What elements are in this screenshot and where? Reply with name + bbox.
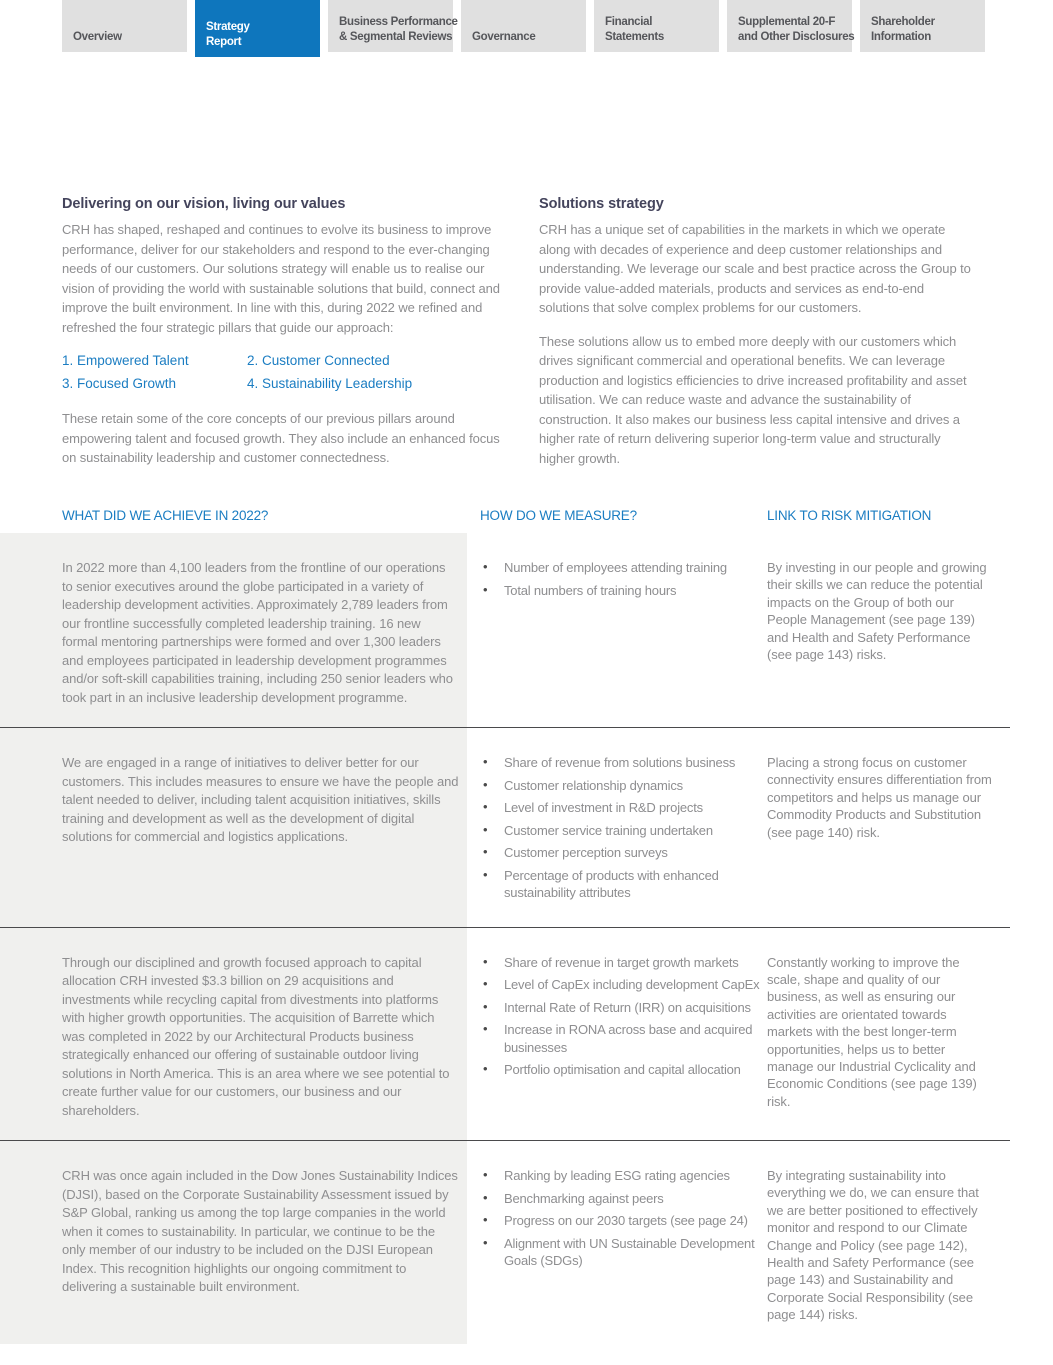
column-header-measures: HOW DO WE MEASURE? bbox=[480, 508, 637, 523]
tab-supplemental-20f[interactable] bbox=[727, 0, 855, 52]
tab-label: Information bbox=[871, 30, 931, 43]
tab-business-performance[interactable] bbox=[328, 0, 458, 52]
measure-item: • Benchmarking against peers bbox=[480, 1190, 767, 1208]
intro-left-column bbox=[62, 196, 539, 482]
pillar-customer-connected: 2. Customer Connected bbox=[247, 353, 390, 368]
measure-item: • Customer relationship dynamics bbox=[480, 777, 767, 795]
measures-list bbox=[480, 1167, 767, 1270]
achievement-cell: CRH was once again included in the Dow Jones Sustainability Indices (DJSI), based on the Corporate Sustainability Assessment issued by S&P Global, ranking us among the top large companies in the world when it comes to sustainability. In particular, we continue to be the only member of our industry to be included on the DJSI European Index. This recognition highlights our ongoing commitment to delivering a sustainable built environment. bbox=[0, 1141, 467, 1344]
tab-financial-statements[interactable] bbox=[594, 0, 719, 52]
measure-item: • Number of employees attending training bbox=[480, 559, 767, 577]
measures-cell bbox=[467, 728, 767, 927]
column-header-risk: LINK TO RISK MITIGATION bbox=[767, 508, 932, 523]
strategic-pillars-list bbox=[62, 351, 539, 393]
tab-label: and Other Disclosures bbox=[738, 30, 855, 43]
measure-item: • Level of investment in R&D projects bbox=[480, 799, 767, 817]
tab-label: Report bbox=[206, 35, 242, 48]
measure-item: • Percentage of products with enhanced sustainability attributes bbox=[480, 867, 767, 902]
measure-item: • Ranking by leading ESG rating agencies bbox=[480, 1167, 767, 1185]
tab-label: Shareholder bbox=[871, 16, 935, 28]
column-header-achievements: WHAT DID WE ACHIEVE IN 2022? bbox=[62, 508, 269, 523]
measure-item: • Share of revenue in target growth markets bbox=[480, 954, 767, 972]
achievement-cell: In 2022 more than 4,100 leaders from the frontline of our operations to senior executives around the globe participated in a variety of leadership development activities. Approximately 2,789 leaders from our frontline successfully completed leadership training. 16 new formal mentoring partnerships were formed and over 1,300 leaders and employees participated in leadership development programmes and/or soft-skill capabilities training, including 250 senior leaders who took part in an inclusive leadership development programme. bbox=[0, 533, 467, 727]
vision-heading: Delivering on our vision, living our values bbox=[62, 196, 346, 212]
measure-item: • Increase in RONA across base and acquired businesses bbox=[480, 1021, 767, 1056]
measure-item: • Internal Rate of Return (IRR) on acquisitions bbox=[480, 999, 767, 1017]
table-row bbox=[0, 533, 1010, 727]
tab-label: Business Performance bbox=[339, 16, 458, 28]
measure-item: • Customer perception surveys bbox=[480, 844, 767, 862]
risk-cell: Constantly working to improve the scale, shape and quality of our business, as well as ensuring our activities are orientated towards markets with the best longer-term opportunities, helps us to better manage our Industrial Cyclicality and Economic Conditions (see page 139) risk. bbox=[767, 954, 977, 1109]
table-row bbox=[0, 727, 1010, 927]
achievement-cell: Through our disciplined and growth focused approach to capital allocation CRH invested $3.3 billion on 29 acquisitions and investments while recycling capital from divestments into platforms with higher growth opportunities. The acquisition of Barrette which was completed in 2022 by our Architectural Products business strategically enhanced our offering of sustainable outdoor living solutions in North America. This is an area where we see potential to create further value for our customers, our business and our shareholders. bbox=[0, 928, 467, 1141]
measures-list bbox=[480, 559, 767, 599]
intro-section bbox=[62, 196, 976, 482]
tab-governance[interactable] bbox=[461, 0, 586, 52]
tab-overview[interactable] bbox=[62, 0, 187, 52]
vision-paragraph-1: CRH has shaped, reshaped and continues to evolve its business to improve performance, deliver for our stakeholders and respond to the ever-changing needs of our customers. Our solutions strategy will enable us to realise our vision of providing the world with sustainable solutions that build, connect and improve the built environment. In line with this, during 2022 we refined and refreshed the four strategic pillars that guide our approach: bbox=[62, 222, 500, 335]
measures-cell bbox=[467, 1141, 767, 1344]
tab-label: Strategy bbox=[206, 21, 250, 33]
measure-item: • Alignment with UN Sustainable Development Goals (SDGs) bbox=[480, 1235, 767, 1270]
tab-label: Overview bbox=[73, 30, 122, 43]
table-row bbox=[0, 1140, 1010, 1344]
achievements-table bbox=[0, 509, 1010, 1344]
intro-right-column bbox=[539, 196, 976, 482]
tab-label: Supplemental 20-F bbox=[738, 16, 836, 28]
risk-cell: By integrating sustainability into everything we do, we can ensure that we are better positioned to effectively monitor and respond to our Climate Change and Policy (see page 142), Health and Safety Performance (see page 143) and Sustainability and Corporate Social Responsibility (see page 144) risks. bbox=[767, 1168, 979, 1323]
solutions-paragraph-2: These solutions allow us to embed more deeply with our customers which drives significant commercial and operational benefits. We can leverage production and logistics efficiencies to drive increased profitability and asset utilisation. We can reduce waste and advance the sustainability of construction. It also makes our business less capital intensive and drives a higher rate of return delivering superior long-term value and structurally higher growth. bbox=[539, 333, 967, 466]
risk-cell: By investing in our people and growing their skills we can reduce the potential impacts on the Group of both our People Management (see page 139) and Health and Safety Performance (see page 143) risks. bbox=[767, 560, 987, 663]
risk-cell: Placing a strong focus on customer connectivity ensures differentiation from competitors and helps us manage our Commodity Products and Substitution (see page 140) risk. bbox=[767, 755, 992, 840]
table-header-row bbox=[0, 509, 1010, 533]
tab-label: Statements bbox=[605, 30, 664, 43]
measures-cell bbox=[467, 533, 767, 727]
measure-item: • Customer service training undertaken bbox=[480, 822, 767, 840]
measure-item: • Share of revenue from solutions business bbox=[480, 754, 767, 772]
measure-item: • Total numbers of training hours bbox=[480, 582, 767, 600]
measures-cell bbox=[467, 928, 767, 1141]
tab-label: Financial bbox=[605, 16, 653, 28]
pillar-focused-growth: 3. Focused Growth bbox=[62, 376, 177, 391]
solutions-heading: Solutions strategy bbox=[539, 196, 664, 212]
solutions-paragraph-1: CRH has a unique set of capabilities in the markets in which we operate along with decades of experience and deep customer relationships and understanding. We leverage our scale and best practice across the Group to provide value-added materials, products and services as end-to-end solutions that solve complex problems for our customers. bbox=[539, 222, 971, 315]
measures-list bbox=[480, 754, 767, 902]
achievement-cell: We are engaged in a range of initiatives to deliver better for our customers. This includes measures to ensure we have the people and talent needed to deliver, including talent acquisition initiatives, skills training and development as well as the development of digital solutions for commercial and logistics applications. bbox=[0, 728, 467, 927]
tab-label: Governance bbox=[472, 30, 536, 43]
pillar-empowered-talent: 1. Empowered Talent bbox=[62, 353, 189, 368]
measure-item: • Portfolio optimisation and capital allocation bbox=[480, 1061, 767, 1079]
tab-label: & Segmental Reviews bbox=[339, 30, 453, 43]
table-row bbox=[0, 927, 1010, 1141]
pillar-sustainability-leadership: 4. Sustainability Leadership bbox=[247, 376, 413, 391]
vision-paragraph-2: These retain some of the core concepts of our previous pillars around empowering talent and focused growth. They also include an enhanced focus on sustainability leadership and customer connectedness. bbox=[62, 411, 500, 465]
measure-item: • Progress on our 2030 targets (see page 24) bbox=[480, 1212, 767, 1230]
report-section-tabs bbox=[62, 0, 985, 57]
measures-list bbox=[480, 954, 767, 1079]
tab-strategy-report[interactable] bbox=[195, 0, 320, 57]
tab-shareholder-information[interactable] bbox=[860, 0, 985, 52]
measure-item: • Level of CapEx including development CapEx bbox=[480, 976, 767, 994]
